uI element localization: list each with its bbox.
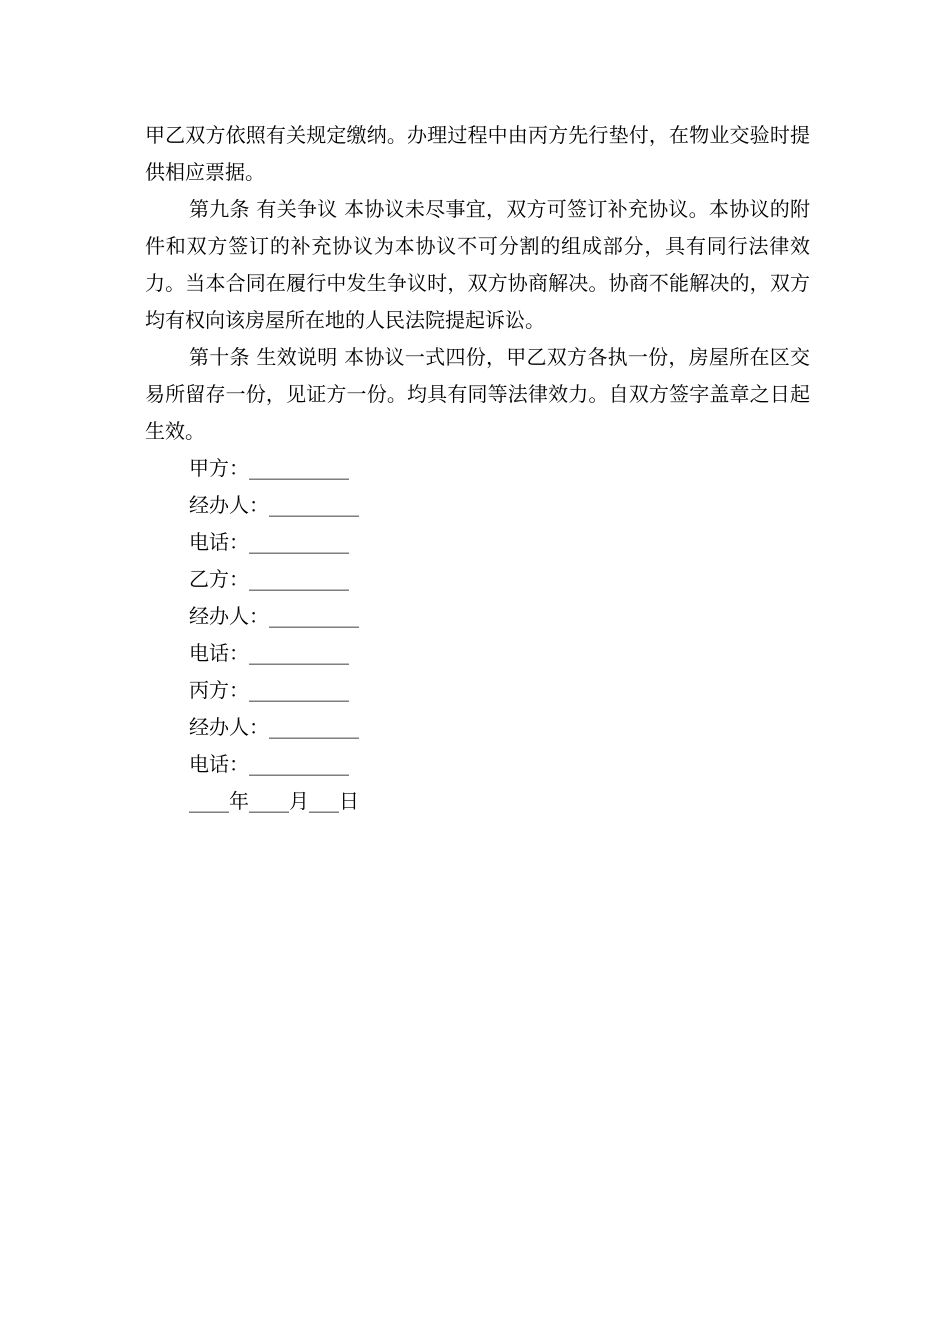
party-b-signature-line: 乙方：__________ [189, 567, 349, 591]
date-line: ____年____月___日 [189, 789, 359, 813]
party-a-signature-line: 甲方：__________ [189, 456, 349, 480]
party-c-signature-line: 丙方：__________ [189, 678, 349, 702]
party-a-phone-line: 电话：__________ [189, 530, 349, 554]
paragraph-article-10-effectiveness: 第十条 生效说明 本协议一式四份，甲乙双方各执一份，房屋所在区交易所留存一份，见证方一份。均具有同等法律效力。自双方签字盖章之日起生效。 [145, 345, 810, 443]
signature-block [145, 450, 810, 820]
party-c-agent-line: 经办人：_________ [189, 715, 359, 739]
party-a-agent-line: 经办人：_________ [189, 493, 359, 517]
document-page [145, 117, 810, 820]
paragraph-article-9-disputes: 第九条 有关争议 本协议未尽事宜，双方可签订补充协议。本协议的附件和双方签订的补充协议为本协议不可分割的组成部分，具有同行法律效力。当本合同在履行中发生争议时，双方协商解决。协商不能解决的，双方均有权向该房屋所在地的人民法院提起诉讼。 [145, 197, 810, 332]
party-c-phone-line: 电话：__________ [189, 752, 349, 776]
paragraph-fee-payment: 甲乙双方依照有关规定缴纳。办理过程中由丙方先行垫付，在物业交验时提供相应票据。 [145, 123, 810, 184]
party-b-agent-line: 经办人：_________ [189, 604, 359, 628]
party-b-phone-line: 电话：__________ [189, 641, 349, 665]
